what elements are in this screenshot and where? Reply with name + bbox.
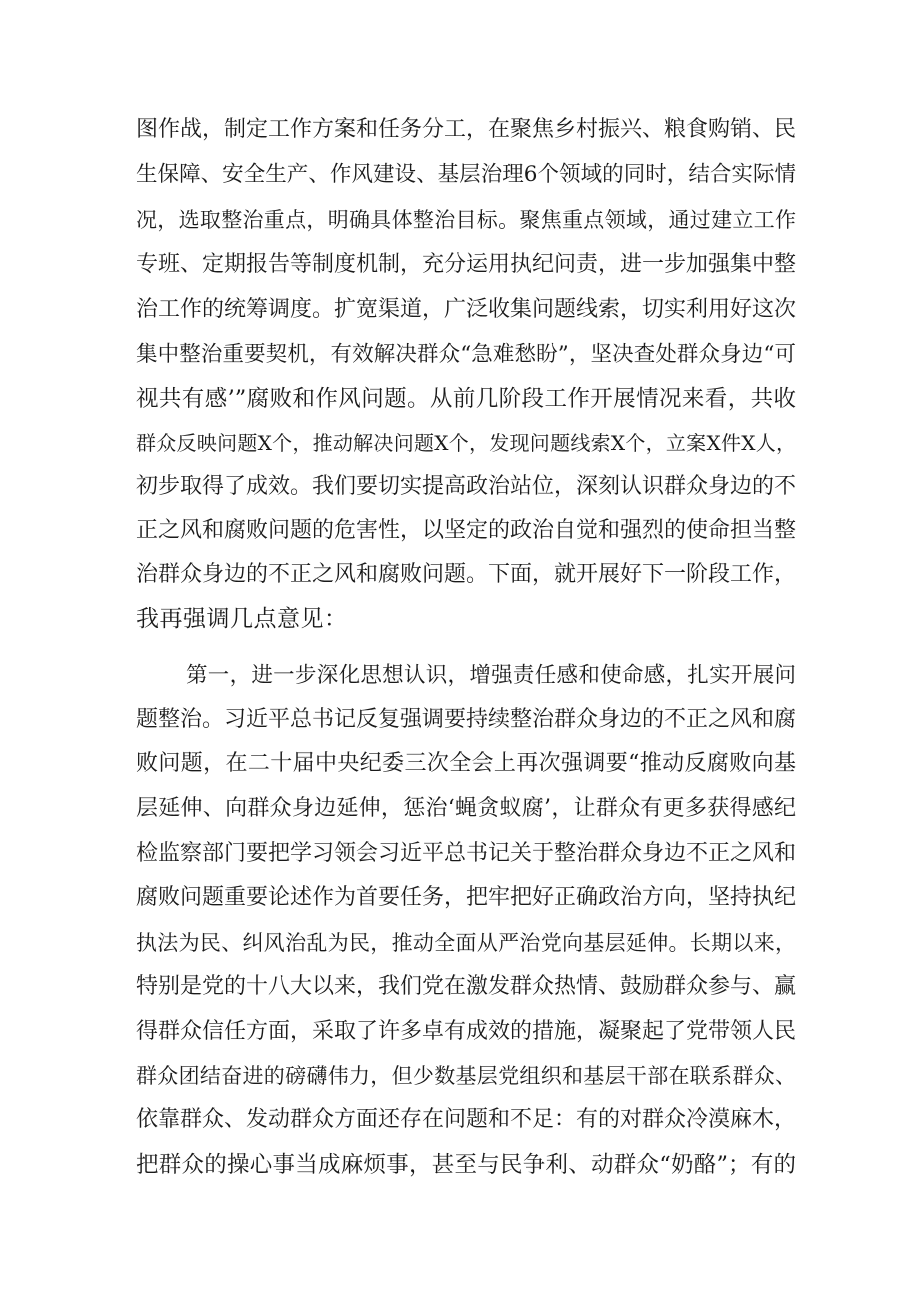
paragraph-1-line-8: 群众反映问题X个，推动解决问题X个，发现问题线索X个，立案X件X人， xyxy=(136,431,796,455)
paragraph-2-line-9: 得群众信任方面，采取了许多卓有成效的措施，凝聚起了党带领人民 xyxy=(136,1019,797,1044)
paragraph-2-line-2: 题整治。习近平总书记反复强调要持续整治群众身边的不正之风和腐 xyxy=(136,707,797,732)
paragraph-1-line-9: 初步取得了成效。我们要切实提高政治站位，深刻认识群众身边的不 xyxy=(136,474,797,499)
paragraph-1-line-10: 正之风和腐败问题的危害性，以坚定的政治自觉和强烈的使命担当整 xyxy=(136,518,797,543)
paragraph-1-line-5: 治工作的统筹调度。扩宽渠道，广泛收集问题线索，切实利用好这次 xyxy=(136,297,797,322)
paragraph-2-line-11: 依靠群众、发动群众方面还存在问题和不足：有的对群众冷漠麻木， xyxy=(136,1107,797,1132)
paragraph-1-line-2: 生保障、安全生产、作风建设、基层治理6个领域的同时，结合实际情 xyxy=(136,162,796,187)
paragraph-2-line-6: 腐败问题重要论述作为首要任务，把牢把好正确政治方向，坚持执纪 xyxy=(136,885,797,910)
paragraph-2-line-5: 检监察部门要把学习领会习近平总书记关于整治群众身边不正之风和 xyxy=(136,841,797,866)
paragraph-1-line-1: 图作战，制定工作方案和任务分工，在聚焦乡村振兴、粮食购销、民 xyxy=(136,117,797,142)
paragraph-2-line-1: 第一，进一步深化思想认识，增强责任感和使命感，扎实开展问 xyxy=(186,663,796,688)
paragraph-2-line-10: 群众团结奋进的磅礴伟力，但少数基层党组织和基层干部在联系群众、 xyxy=(136,1064,796,1088)
paragraph-1-line-7: 视共有感’”腐败和作风问题。从前几阶段工作开展情况来看，共收 xyxy=(136,386,796,412)
paragraph-1-line-4: 专班、定期报告等制度机制，充分运用执纪问责，进一步加强集中整 xyxy=(136,252,797,277)
paragraph-1-line-3: 况，选取整治重点，明确具体整治目标。聚焦重点领域，通过建立工作 xyxy=(136,208,796,232)
paragraph-1-line-6: 集中整治重要契机，有效解决群众“急难愁盼”，坚决查处群众身边“可 xyxy=(136,342,796,367)
paragraph-2-line-3: 败问题，在二十届中央纪委三次全会上再次强调要“推动反腐败向基 xyxy=(136,751,796,776)
paragraph-1-line-11: 治群众身边的不正之风和腐败问题。下面，就开展好下一阶段工作， xyxy=(136,562,797,587)
paragraph-2-line-8: 特别是党的十八大以来，我们党在激发群众热情、鼓励群众参与、赢 xyxy=(136,974,797,999)
paragraph-2-line-7: 执法为民、纠风治乱为民，推动全面从严治党向基层延伸。长期以来， xyxy=(136,931,796,955)
paragraph-1-line-12: 我再强调几点意见： xyxy=(136,606,348,632)
paragraph-2-line-4: 层延伸、向群众身边延伸，惩治‘蝇贪蚁腐’，让群众有更多获得感纪 xyxy=(136,796,796,821)
paragraph-2-line-12: 把群众的操心事当成麻烦事，甚至与民争利、动群众“奶酪”；有的 xyxy=(136,1152,796,1178)
